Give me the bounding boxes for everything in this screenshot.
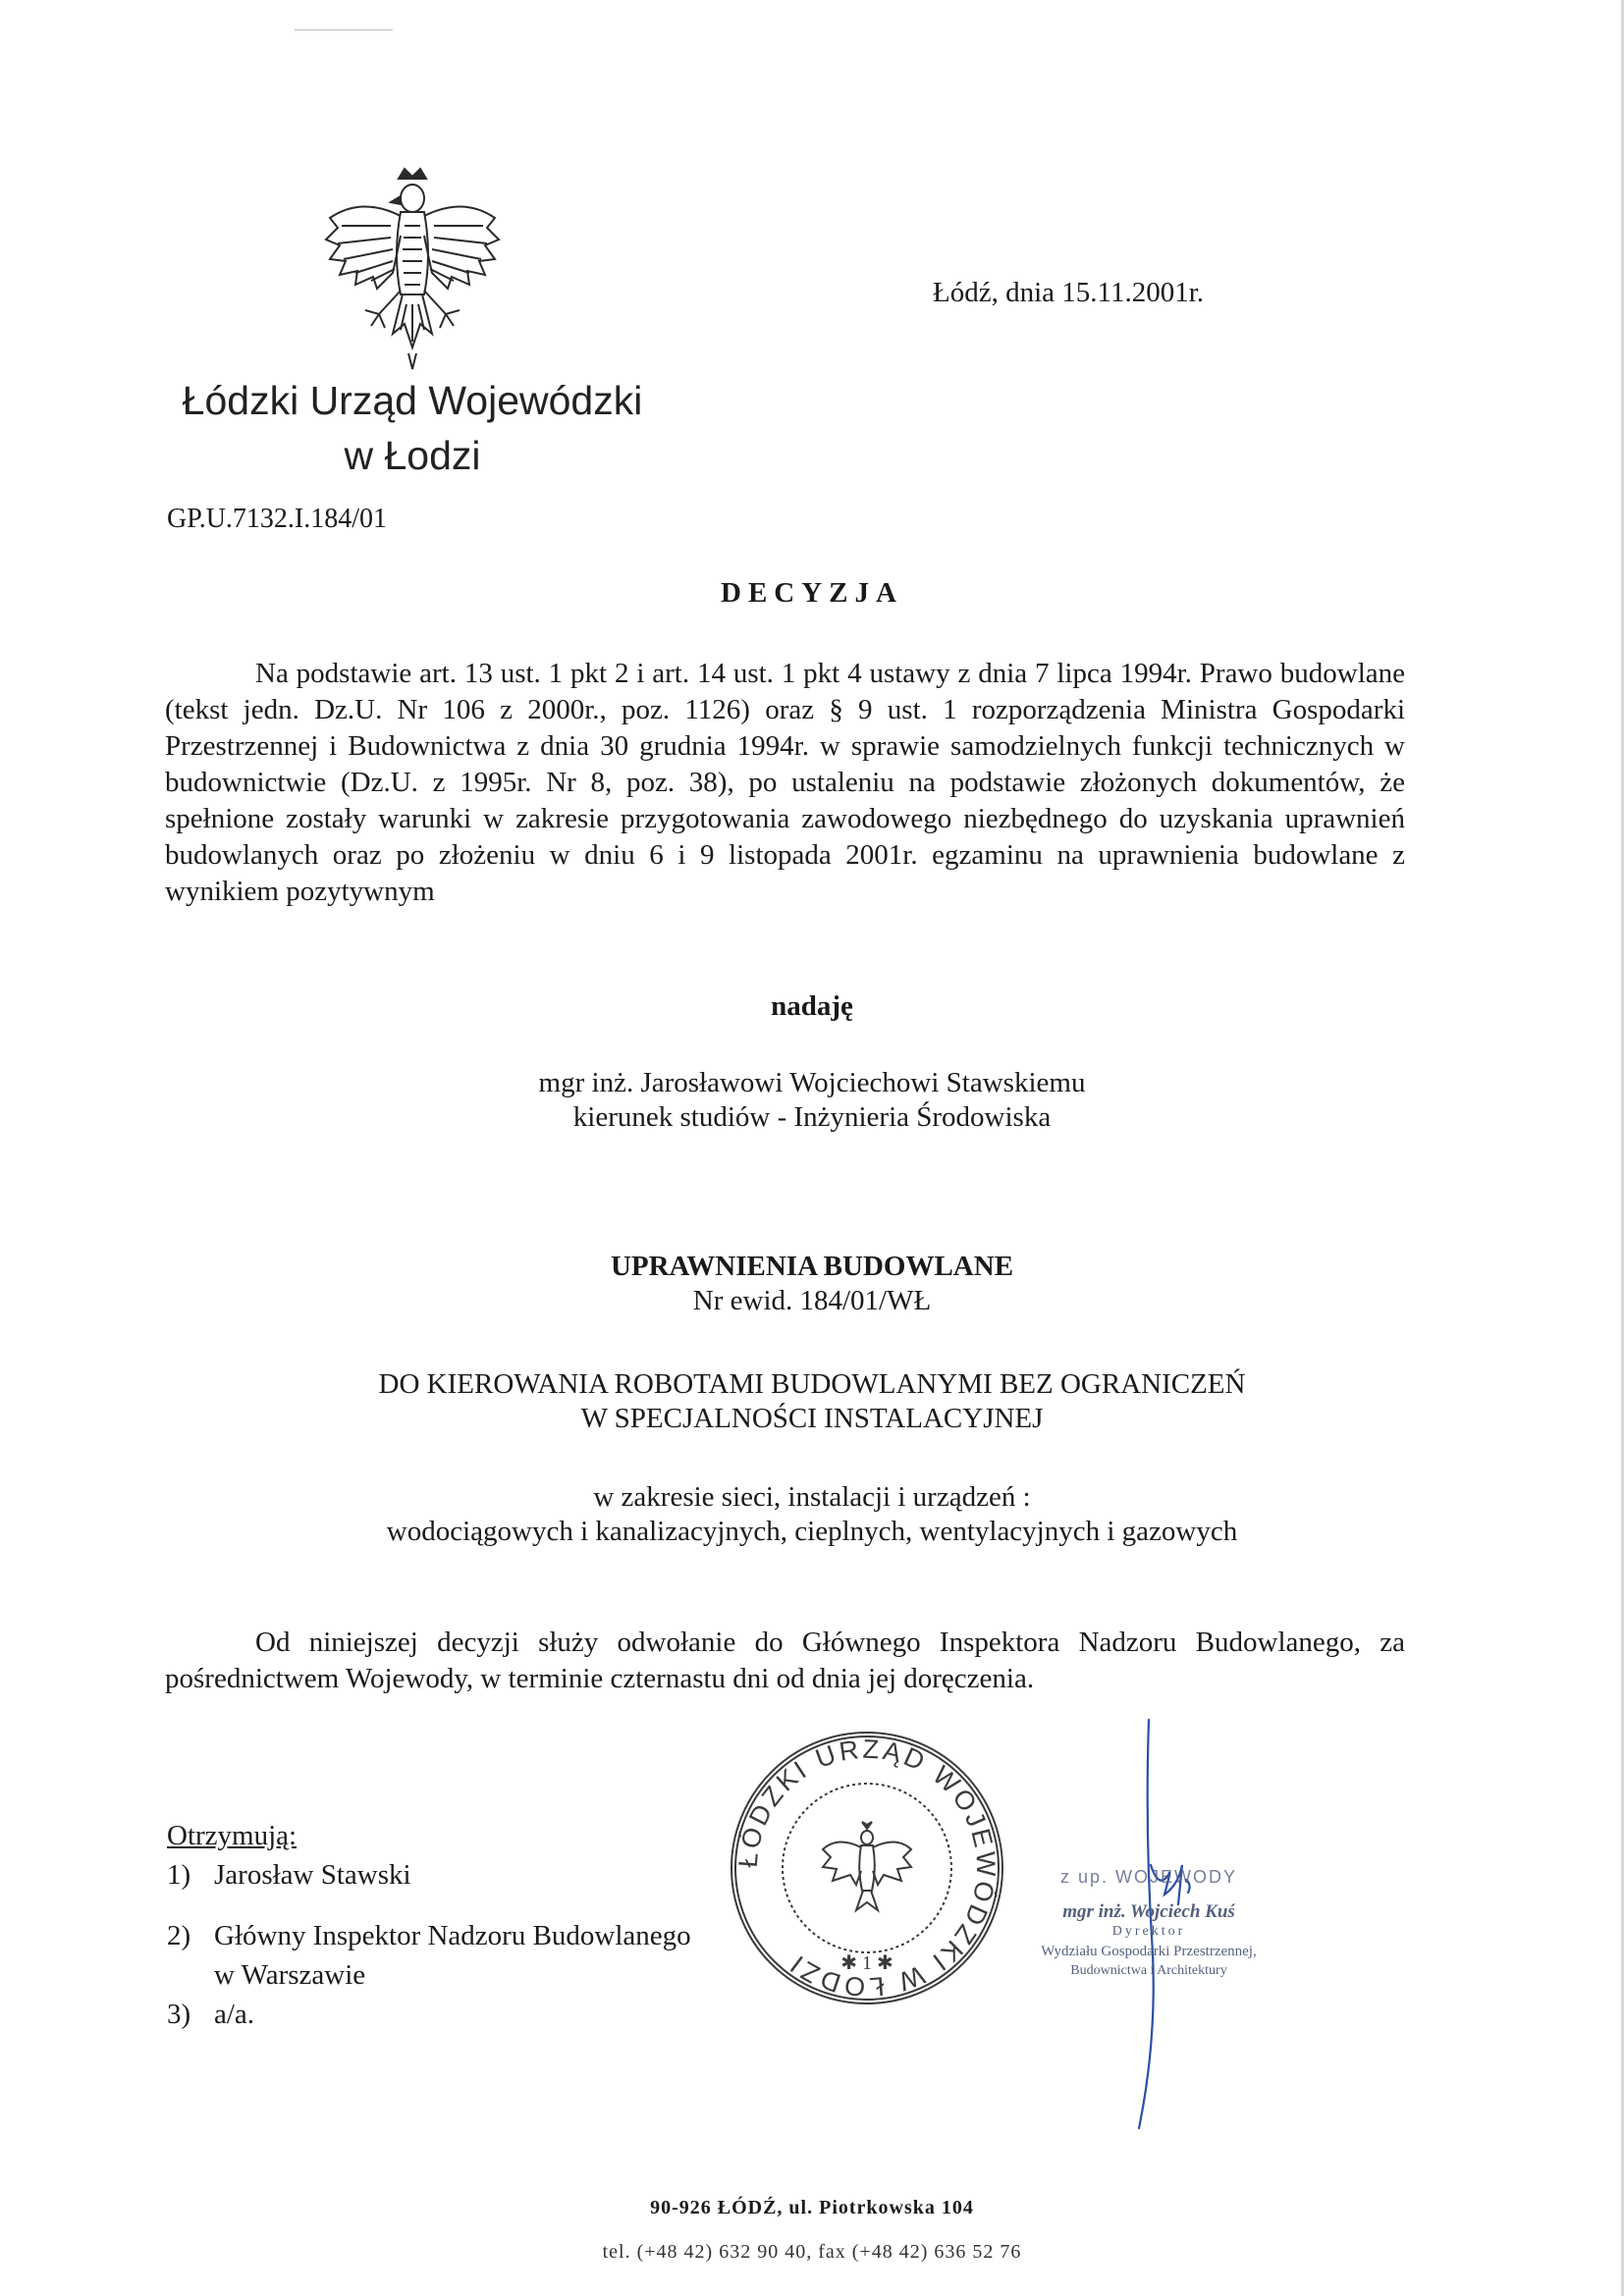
office-name bbox=[147, 373, 677, 483]
item-number: 3) bbox=[167, 1999, 191, 2030]
document-heading: DECYZJA bbox=[721, 577, 903, 609]
distribution-heading: Otrzymują: bbox=[167, 1820, 298, 1851]
list-item bbox=[167, 1955, 691, 1995]
legal-basis-text: Na podstawie art. 13 ust. 1 pkt 2 i art. 14 ust. 1 pkt 4 ustawy z dnia 7 lipca 1994r. Prawo budowlane (tekst jedn. Dz.U. Nr 106 z 2000r., poz. 1126) oraz § 9 ust. 1 rozporządzenia Ministra Gospodarki Przestrzennej i Budownictwa z dnia 30 grudnia 1994r. w sprawie samodzielnych funkcji technicznych w budownictwie (Dz.U. z 1995r. Nr 8, poz. 38), po ustaleniu na podstawie złożonych dokumentów, że spełnione zostały warunki w zakresie przygotowania zawodowego niezbędnego do uzyskania uprawnień budowlanych oraz po złożeniu w dniu 6 i 9 listopada 2001r. egzaminu na uprawnienia budowlane z wynikiem pozytywnym bbox=[165, 658, 1405, 907]
signatory-department-cont: Budownictwa i Architektury bbox=[1070, 1963, 1227, 1978]
footer-phone: tel. (+48 42) 632 90 40, fax (+48 42) 636 52 76 bbox=[602, 2241, 1022, 2263]
distribution-items bbox=[167, 1855, 691, 2034]
signatory-department: Wydziału Gospodarki Przestrzennej, bbox=[1041, 1944, 1257, 1959]
office-name-line2: w Łodzi bbox=[344, 433, 481, 478]
permit-number: Nr ewid. 184/01/WŁ bbox=[692, 1285, 932, 1316]
legal-basis-paragraph bbox=[165, 656, 1405, 910]
signature-stamp bbox=[982, 1867, 1316, 1981]
recipient-block bbox=[0, 1066, 1624, 1135]
appeal-paragraph bbox=[165, 1625, 1405, 1697]
scope-line2: W SPECJALNOŚCI INSTALACYJNEJ bbox=[580, 1403, 1044, 1434]
scope-detail-block bbox=[0, 1480, 1624, 1549]
reference-number: GP.U.7132.I.184/01 bbox=[167, 504, 388, 534]
permit-block bbox=[0, 1250, 1624, 1318]
item-text: a/a. bbox=[214, 1999, 255, 2030]
office-name-line1: Łódzki Urząd Wojewódzki bbox=[182, 378, 643, 423]
grant-word: nadaję bbox=[771, 990, 853, 1022]
svg-text:✱ 1 ✱: ✱ 1 ✱ bbox=[840, 1952, 893, 1974]
polish-eagle-icon bbox=[322, 167, 503, 373]
distribution-list bbox=[167, 1816, 691, 2034]
recipient-name: mgr inż. Jarosławowi Wojciechowi Stawskiemu bbox=[538, 1067, 1086, 1098]
scope-detail2: wodociągowych i kanalizacyjnych, cieplnych, wentylacyjnych i gazowych bbox=[386, 1516, 1238, 1547]
scope-line1: DO KIEROWANIA ROBOTAMI BUDOWLANYMI BEZ OGRANICZEŃ bbox=[378, 1368, 1246, 1400]
signature-stamp-authority: z up. WOJEWODY bbox=[1059, 1867, 1237, 1887]
scope-detail1: w zakresie sieci, instalacji i urządzeń : bbox=[593, 1481, 1031, 1513]
item-text: Główny Inspektor Nadzoru Budowlanego bbox=[214, 1920, 691, 1951]
list-item bbox=[167, 1916, 691, 1955]
place-date: Łódź, dnia 15.11.2001r. bbox=[933, 277, 1204, 308]
scan-mark bbox=[295, 29, 393, 30]
item-number: 2) bbox=[167, 1920, 191, 1951]
scope-block bbox=[0, 1367, 1624, 1436]
list-item bbox=[167, 1855, 691, 1895]
seal-text: ŁÓDZKI URZĄD WOJEWÓDZKI W ŁODZI bbox=[732, 1734, 1001, 2002]
appeal-text: Od niniejszej decyzji służy odwołanie do Głównego Inspektora Nadzoru Budowlanego, za pośrednictwem Wojewody, w terminie czternastu dni od dnia jej doręczenia. bbox=[165, 1627, 1405, 1694]
item-text: Jarosław Stawski bbox=[214, 1859, 411, 1891]
signatory-name: mgr inż. Wojciech Kuś bbox=[1062, 1901, 1235, 1922]
footer-address: 90-926 ŁÓDŹ, ul. Piotrkowska 104 bbox=[650, 2197, 974, 2218]
official-seal-icon bbox=[725, 1726, 1009, 2010]
permit-title: UPRAWNIENIA BUDOWLANE bbox=[610, 1251, 1014, 1282]
item-text: w Warszawie bbox=[214, 1959, 366, 1991]
recipient-field: kierunek studiów - Inżynieria Środowiska bbox=[572, 1101, 1052, 1133]
signatory-title: Dyrektor bbox=[1111, 1924, 1186, 1939]
list-item bbox=[167, 1995, 691, 2034]
item-number: 1) bbox=[167, 1859, 191, 1891]
item-number bbox=[167, 1955, 214, 1995]
